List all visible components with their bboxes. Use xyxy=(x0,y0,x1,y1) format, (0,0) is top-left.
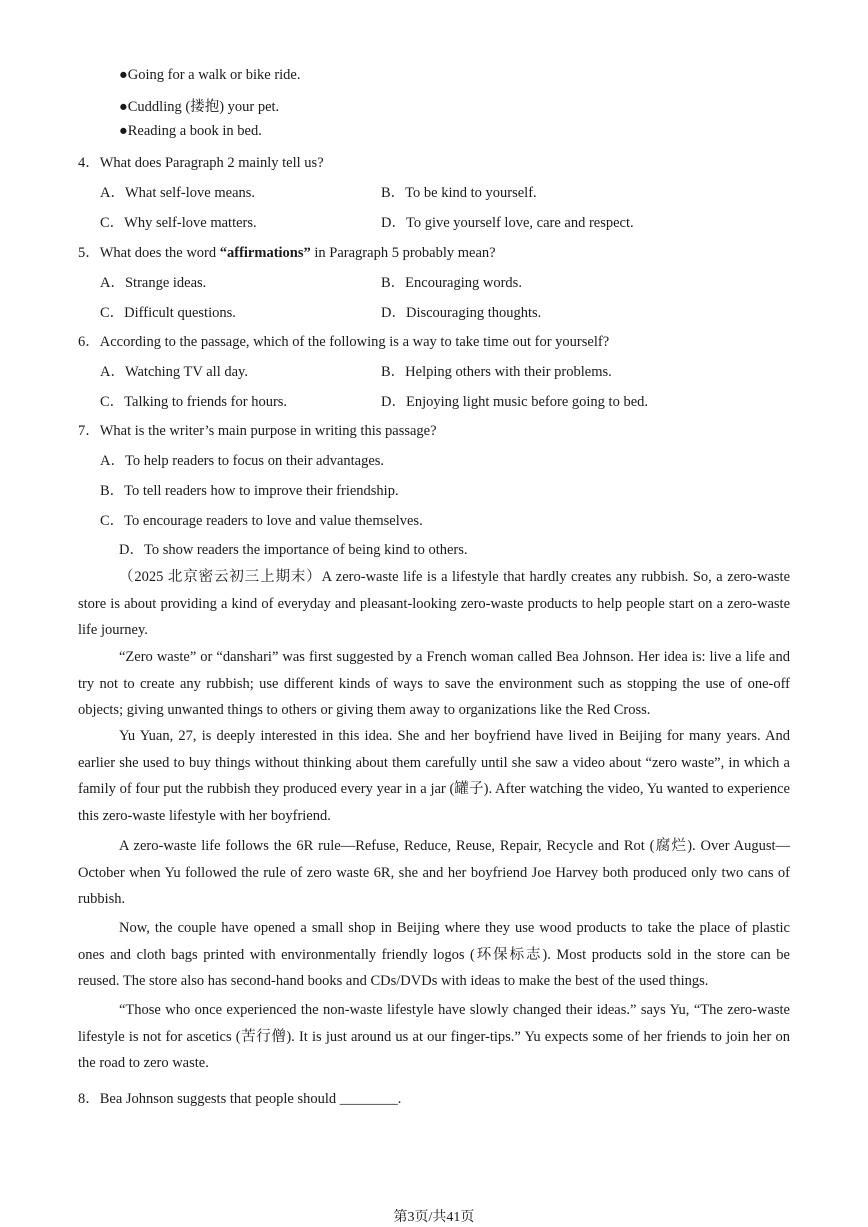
option: D．Discouraging thoughts. xyxy=(381,305,542,321)
option: D．Enjoying light music before going to bed. xyxy=(381,394,649,410)
passage-paragraph: A zero-waste life follows the 6R rule—Refuse, Reduce, Reuse, Repair, Recycle and Rot (腐烂). Over August—October when Yu followed the rule of zero waste 6R, she and her boyfriend Joe Harvey both produced only two cans of rubbish. xyxy=(78,838,790,908)
option: C．Difficult questions. xyxy=(100,305,236,321)
stem-text: in Paragraph 5 probably mean? xyxy=(310,245,496,261)
option: A．Watching TV all day. xyxy=(100,364,248,380)
option: C．Talking to friends for hours. xyxy=(100,394,288,410)
option: B．Helping others with their problems. xyxy=(381,364,612,380)
option: C．Why self-love matters. xyxy=(100,215,257,231)
bullet-item: ●Cuddling (搂抱) your pet. xyxy=(119,99,280,115)
stem-keyword: “affirmations” xyxy=(219,245,311,261)
option: A．To help readers to focus on their advantages. xyxy=(100,453,385,469)
option: D．To give yourself love, care and respect. xyxy=(381,215,634,231)
question-stem: 7．What is the writer’s main purpose in writing this passage? xyxy=(78,423,437,439)
stem-text: 5．What does the word xyxy=(78,245,220,261)
passage-paragraph: Yu Yuan, 27, is deeply interested in this idea. She and her boyfriend have lived in Beijing for many years. And earlier she used to buy things without thinking about them carefully until she saw a video about “zero waste”, in which a family of four put the rubbish they produced every year in a jar (罐子). After watching the video, Yu wanted to experience this zero-waste lifestyle with her boyfriend. xyxy=(78,728,790,825)
option: A．What self-love means. xyxy=(100,185,256,201)
option: A．Strange ideas. xyxy=(100,275,207,291)
option: D．To show readers the importance of being kind to others. xyxy=(119,542,468,558)
question-stem: 8．Bea Johnson suggests that people should ________. xyxy=(78,1091,402,1107)
question-stem: 4．What does Paragraph 2 mainly tell us? xyxy=(78,155,324,171)
passage-paragraph: Now, the couple have opened a small shop in Beijing where they use wood products to take the place of plastic ones and cloth bags printed with environmentally friendly logos (环保标志). Most products sold in the store can be reused. The store also has second-hand books and CDs/DVDs with ideas to make the best of the used things. xyxy=(78,920,790,990)
passage-paragraph: （2025 北京密云初三上期末）A zero-waste life is a lifestyle that hardly creates any rubbish. So, a zero-waste store is about providing a kind of everyday and pleasant-looking zero-waste products to help people start on a zero-waste life journey. xyxy=(78,569,790,639)
question-stem xyxy=(78,241,496,262)
option: B．Encouraging words. xyxy=(381,275,522,291)
bullet-item: ●Going for a walk or bike ride. xyxy=(119,67,301,83)
option: C．To encourage readers to love and value themselves. xyxy=(100,513,423,529)
page-number: 第3页/共41页 xyxy=(393,1210,475,1225)
bullet-item: ●Reading a book in bed. xyxy=(119,123,262,139)
passage-paragraph: “Those who once experienced the non-waste lifestyle have slowly changed their ideas.” says Yu, “The zero-waste lifestyle is not for ascetics (苦行僧). It is just around us at our finger-tips.” Yu expects some of her friends to join her on the road to zero waste. xyxy=(78,1002,790,1072)
option: B．To tell readers how to improve their friendship. xyxy=(100,483,399,499)
option: B．To be kind to yourself. xyxy=(381,185,537,201)
passage-paragraph: “Zero waste” or “danshari” was first suggested by a French woman called Bea Johnson. Her idea is: live a life and try not to create any rubbish; use different kinds of ways to save the environment such as stopping the use of one-off objects; giving unwanted things to others or giving them away to organizations like the Red Cross. xyxy=(78,649,790,719)
question-stem: 6．According to the passage, which of the following is a way to take time out for yourself? xyxy=(78,334,610,350)
